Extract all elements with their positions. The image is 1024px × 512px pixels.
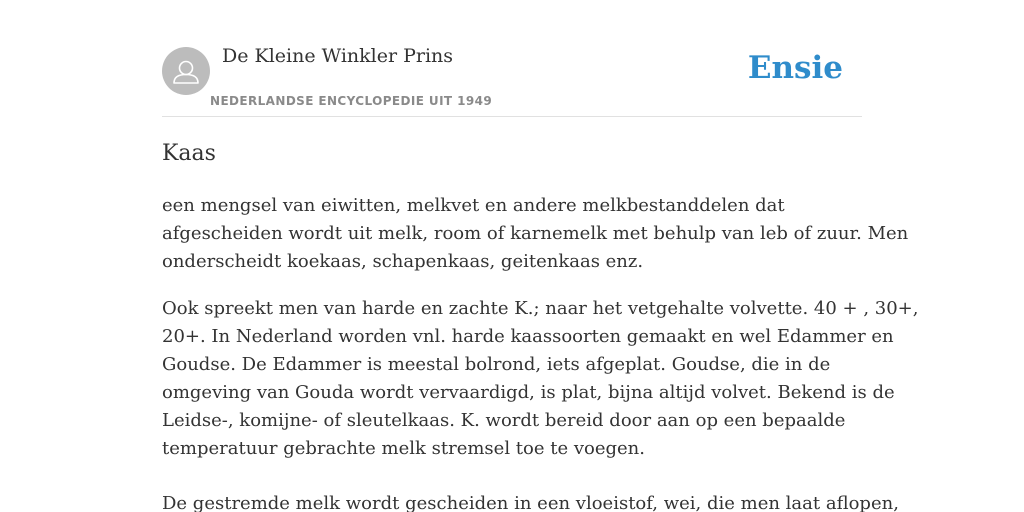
ensie-logo[interactable]: Ensie <box>747 50 843 86</box>
paragraph-line: omgeving van Gouda wordt vervaardigd, is plat, bijna altijd volvet. Bekend is de <box>162 382 895 403</box>
paragraph-line: een mengsel van eiwitten, melkvet en andere melkbestanddelen dat <box>162 195 785 216</box>
source-header <box>162 0 862 117</box>
paragraph-line: Goudse. De Edammer is meestal bolrond, iets afgeplat. Goudse, die in de <box>162 354 831 375</box>
entry-title: Kaas <box>162 141 216 166</box>
paragraph-line: temperatuur gebrachte melk stremsel toe te voegen. <box>162 438 645 459</box>
user-silhouette-icon <box>162 47 210 95</box>
paragraph-line: De gestremde melk wordt gescheiden in een vloeistof, wei, die men laat aflopen, <box>162 493 899 512</box>
source-title-link[interactable]: De Kleine Winkler Prins <box>222 45 454 67</box>
entry-paragraph <box>162 295 919 463</box>
entry-paragraph <box>162 490 899 512</box>
entry-paragraph <box>162 192 909 276</box>
paragraph-line: afgescheiden wordt uit melk, room of karnemelk met behulp van leb of zuur. Men <box>162 223 909 244</box>
paragraph-line: 20+. In Nederland worden vnl. harde kaassoorten gemaakt en wel Edammer en <box>162 326 894 347</box>
paragraph-line: Ook spreekt men van harde en zachte K.; naar het vetgehalte volvette. 40 + , 30+, <box>162 298 919 319</box>
paragraph-line: Leidse-, komijne- of sleutelkaas. K. wordt bereid door aan op een bepaalde <box>162 410 846 431</box>
paragraph-line: onderscheidt koekaas, schapenkaas, geitenkaas enz. <box>162 251 644 272</box>
source-avatar[interactable] <box>162 47 210 95</box>
source-subtitle: NEDERLANDSE ENCYCLOPEDIE UIT 1949 <box>210 94 493 108</box>
